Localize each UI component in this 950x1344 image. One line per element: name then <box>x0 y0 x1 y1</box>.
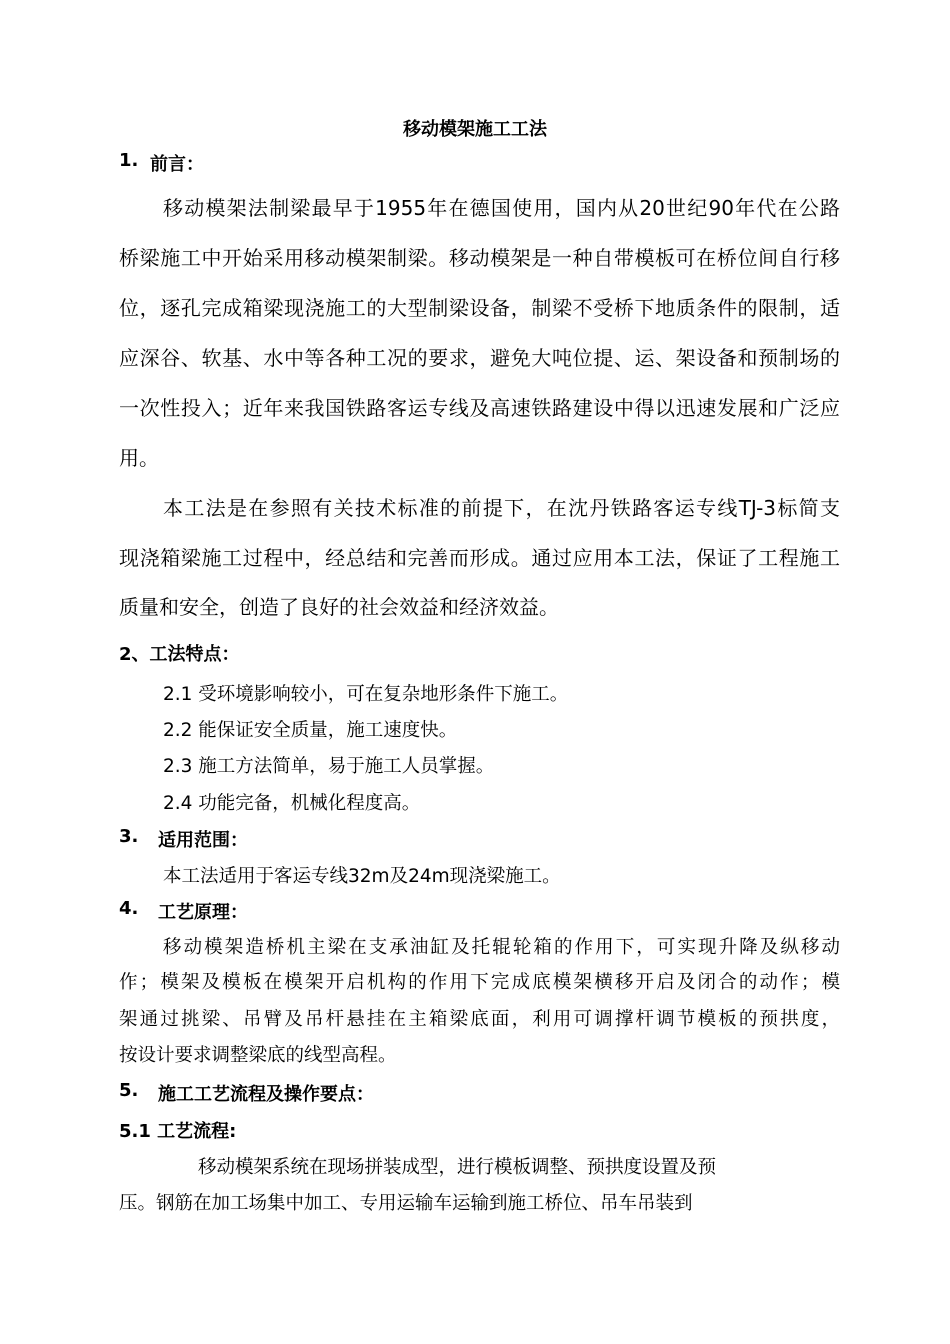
feature-item: 2.4 功能完备，机械化程度高。 <box>163 793 421 814</box>
section-1-heading: 前言： <box>150 154 204 175</box>
section-4-line: 移动模架造桥机主梁在支承油缸及托辊轮箱的作用下，可实现升降及纵移动 <box>163 937 840 958</box>
section-1-p1-line: 位，逐孔完成箱梁现浇施工的大型制梁设备，制梁不受桥下地质条件的限制，适 <box>119 296 840 320</box>
feature-item: 2.3 施工方法简单，易于施工人员掌握。 <box>163 756 495 777</box>
feature-item: 2.2 能保证安全质量，施工速度快。 <box>163 720 458 741</box>
section-3-heading: 适用范围： <box>158 830 248 851</box>
section-1-p1-line: 一次性投入；近年来我国铁路客运专线及高速铁路建设中得以迅速发展和广泛应 <box>119 396 840 420</box>
section-5-line: 压。钢筋在加工场集中加工、专用运输车运输到施工桥位、吊车吊装到 <box>119 1193 693 1214</box>
section-3-text: 本工法适用于客运专线32m及24m现浇梁施工。 <box>163 866 561 887</box>
doc-title: 移动模架施工工法 <box>403 119 547 140</box>
section-5-heading: 施工工艺流程及操作要点： <box>158 1084 374 1105</box>
section-4-number: 4. <box>119 898 139 919</box>
section-1-p2-line: 质量和安全，创造了良好的社会效益和经济效益。 <box>119 595 559 619</box>
section-5-number: 5. <box>119 1080 139 1101</box>
section-1-p1-line: 应深谷、软基、水中等各种工况的要求，避免大吨位提、运、架设备和预制场的 <box>119 346 840 370</box>
section-4-line: 作；模架及模板在模架开启机构的作用下完成底模架横移开启及闭合的动作；模 <box>119 972 840 993</box>
section-4-line: 架通过挑梁、吊臂及吊杆悬挂在主箱梁底面，利用可调撑杆调节模板的预拱度， <box>119 1009 840 1030</box>
section-4-heading: 工艺原理： <box>158 902 248 923</box>
section-2-heading: 2、工法特点： <box>119 644 240 665</box>
section-5-line: 移动模架系统在现场拼装成型，进行模板调整、预拱度设置及预 <box>198 1157 717 1178</box>
section-1-p1-line: 用。 <box>119 446 159 470</box>
feature-item: 2.1 受环境影响较小，可在复杂地形条件下施工。 <box>163 684 569 705</box>
section-3-number: 3. <box>119 826 139 847</box>
section-5-1-heading: 5.1 工艺流程: <box>119 1121 237 1142</box>
section-1-p1-line: 桥梁施工中开始采用移动模架制梁。移动模架是一种自带模板可在桥位间自行移 <box>119 246 840 270</box>
section-1-p2-line: 现浇箱梁施工过程中，经总结和完善而形成。通过应用本工法，保证了工程施工 <box>119 546 840 570</box>
section-1-p1-line: 移动模架法制梁最早于1955年在德国使用，国内从20世纪90年代在公路 <box>163 196 840 220</box>
section-1-number: 1. <box>119 150 139 171</box>
section-1-p2-line: 本工法是在参照有关技术标准的前提下，在沈丹铁路客运专线TJ-3标简支 <box>163 496 840 520</box>
section-4-line: 按设计要求调整梁底的线型高程。 <box>119 1045 397 1066</box>
